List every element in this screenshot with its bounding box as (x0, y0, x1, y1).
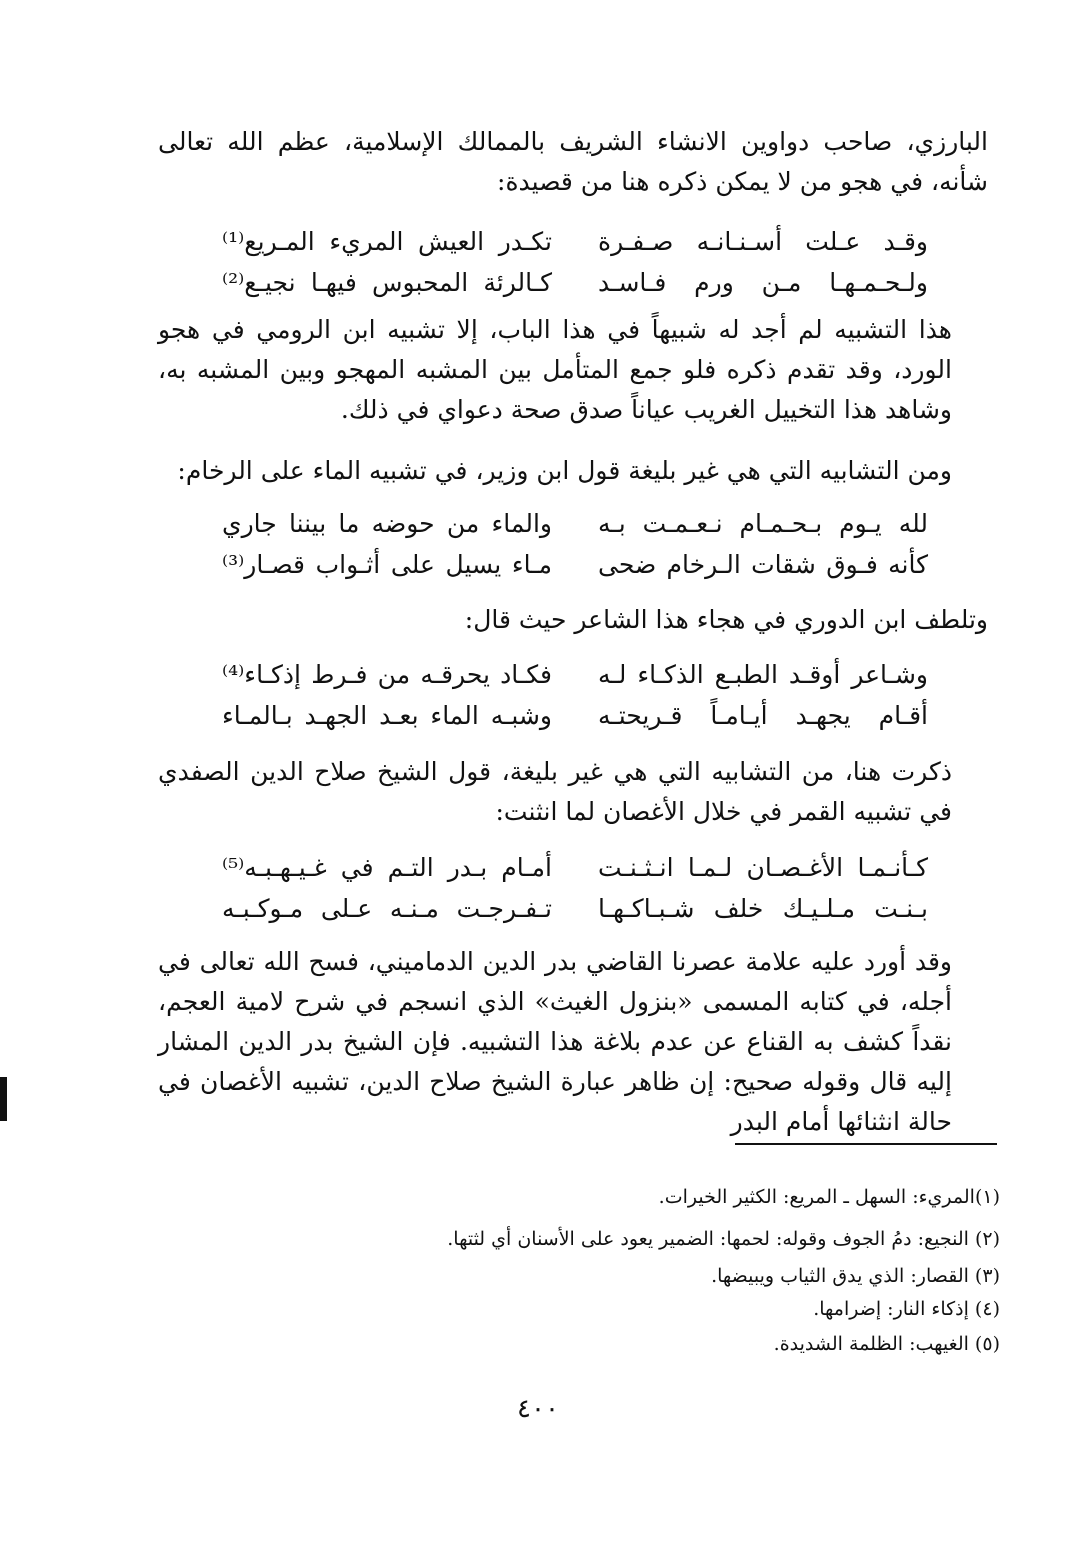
paragraph-safadi (158, 752, 988, 832)
verse-line-5 (222, 655, 928, 695)
footnote-2: (٢) النجيع: دمُ الجوف وقوله: لحمها: الضمير يعود على الأسنان أي لثتها. (447, 1228, 1000, 1250)
paragraph-text: وقد أورد عليه علامة عصرنا القاضي بدر الدين الدماميني، فسح الله تعالى في أجله، في كتابه المسمى «بنزول الغيث» الذي انسجم في شرح لامية العجم، نقداً كشف به القناع عن عدم بلاغة هذا التشبيه. فإن الشيخ بدر الدين المشار إليه قال وقوله صحيح: إن ظاهر عبارة الشيخ صلاح الدين، تشبيه الأغصان في حالة انثنائها أمام البدر (158, 947, 952, 1136)
verse-line-2 (222, 263, 928, 303)
paragraph-text: ذكرت هنا، من التشابيه التي هي غير بليغة، قول الشيخ صلاح الدين الصفدي في تشبيه القمر في خلال الأغصان لما انثنت: (158, 757, 952, 826)
paragraph-damamini (158, 942, 988, 1142)
paragraph-ibn-wazir (158, 451, 988, 491)
paragraph-text: البارزي، صاحب دواوين الانشاء الشريف بالممالك الإسلامية، عظم الله تعالى شأنه، في هجو من لا يمكن ذكره هنا من قصيدة: (158, 127, 988, 196)
verse-hemistich-second: مـاء يسيل على أثـواب قصـار⁽³⁾ (222, 550, 552, 579)
verse-hemistich-first: لله يـوم بـحـمـام نـعـمـت بـه (598, 509, 928, 538)
verse-line-7 (222, 848, 928, 888)
footnote-4: (٤) إذكاء النار: إضرامها. (813, 1298, 1000, 1320)
verse-line-8 (222, 889, 928, 929)
scan-edge-mark (0, 1077, 7, 1121)
verse-line-6 (222, 696, 928, 736)
footnote-1: (١)المريء: السهل ـ المريع: الكثير الخيرات. (658, 1186, 1000, 1208)
verse-hemistich-second: فكـاد يحرقـه من فـرط إذكـاء⁽⁴⁾ (222, 660, 552, 689)
verse-hemistich-second: أمـام بـدر التـم في غـيـهـبـه⁽⁵⁾ (222, 853, 552, 882)
verse-hemistich-first: كـأنـمـا الأغـصـان لـمـا انـثـنـت (598, 853, 928, 882)
paragraph-text: وتلطف ابن الدوري في هجاء هذا الشاعر حيث قال: (464, 605, 988, 634)
paragraph-text: هذا التشبيه لم أجد له شبيهاً في هذا الباب، إلا تشبيه ابن الرومي في هجو الورد، وقد تقدم ذكره فلو جمع المتأمل بين المشبه المهجو وبين المشبه به، وشاهد هذا التخييل الغريب عياناً صدق صحة دعواي في ذلك. (158, 315, 952, 424)
verse-hemistich-second: وشبـه الماء بعـد الجهـد بـالمـاء (222, 701, 552, 730)
verse-hemistich-first: كأنه فـوق شقات الـرخام ضحى (598, 550, 928, 579)
paragraph-text: ومن التشابيه التي هي غير بليغة قول ابن وزير، في تشبيه الماء على الرخام: (177, 456, 952, 485)
verse-hemistich-first: بـنـت مـلـيـك خلف شـبـاكـهـا (598, 894, 928, 923)
verse-line-1 (222, 222, 928, 262)
verse-hemistich-second: تكـدر العيش المريء المـريع⁽¹⁾ (222, 227, 552, 256)
paragraph-commentary (158, 310, 988, 430)
verse-line-4 (222, 545, 928, 585)
footnote-3: (٣) القصار: الذي يدق الثياب ويبيضها. (711, 1265, 1000, 1287)
verse-hemistich-second: تـفـرجـت مـنـه عـلى مـوكـبـه (222, 894, 552, 923)
page-number: ٤٠٠ (517, 1394, 559, 1424)
verse-hemistich-first: أقـام يجهـد أيـامـاً قـريحتـه (598, 701, 928, 730)
verse-line-3 (222, 504, 928, 544)
verse-hemistich-first: وقـد عـلت أسـنـانـه صـفـرة (598, 227, 928, 256)
verse-hemistich-second: والماء من حوضه ما بيننا جاري (222, 509, 552, 538)
footnote-separator (735, 1143, 997, 1145)
paragraph-ibn-dawri (158, 600, 988, 640)
paragraph-intro (158, 122, 988, 202)
footnote-5: (٥) الغيهب: الظلمة الشديدة. (773, 1333, 1000, 1355)
verse-hemistich-first: وشـاعر أوقـد الطبـع الذكـاء لـه (598, 660, 928, 689)
verse-hemistich-first: ولـحـمـهـا مـن ورم فـاسـد (598, 268, 928, 297)
verse-hemistich-second: كـالرئة المحبوس فيهـا نجيـع⁽²⁾ (222, 268, 552, 297)
